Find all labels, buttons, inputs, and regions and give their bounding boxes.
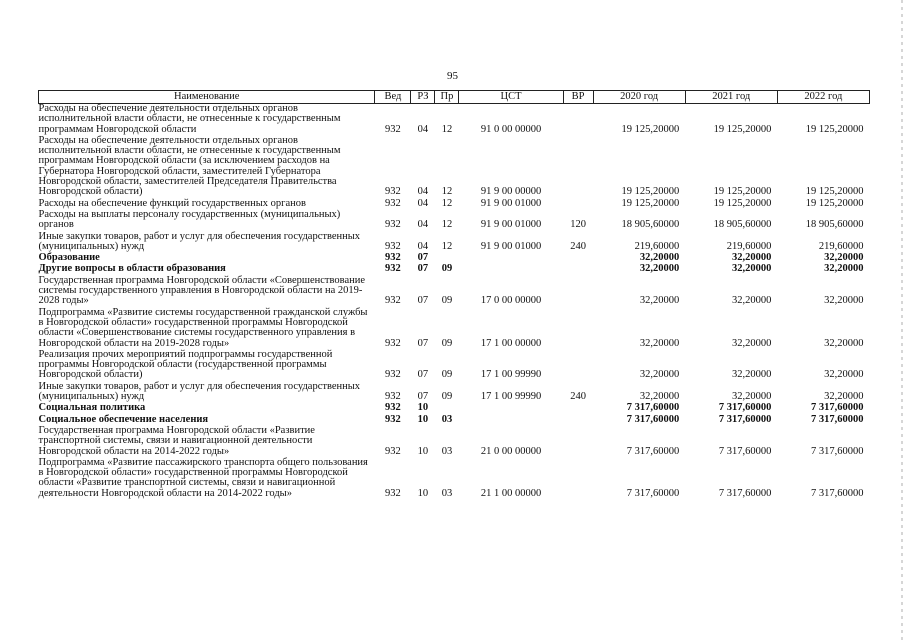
row-vr: 240 [570, 240, 586, 252]
row-ved: 932 [385, 123, 401, 135]
row-ved: 932 [385, 391, 401, 403]
row-pr [435, 403, 459, 414]
row-name: Другие вопросы в области образования [38, 263, 226, 275]
row-pr: 09 [441, 391, 453, 403]
row-2021: 7 317,60000 [718, 487, 772, 499]
row-cst: 17 1 00 99990 [480, 391, 542, 403]
row-cst: 91 9 00 00000 [480, 186, 542, 198]
row-ved: 932 [385, 197, 401, 209]
row-2020: 19 125,20000 [621, 123, 680, 135]
header-vr: ВР [563, 91, 593, 104]
row-2022: 219,60000 [818, 240, 864, 252]
row-2021: 7 317,60000 [718, 445, 772, 457]
row-cst: 17 1 00 99990 [480, 369, 542, 381]
row-rz: 04 [417, 219, 429, 231]
header-2022: 2022 год [777, 91, 869, 104]
row-rz: 07 [417, 263, 429, 275]
row-vr: 120 [570, 219, 586, 231]
row-name: Государственная программа Новгородской области «Развитие транспортной системы, связи и навигационной деятельности Новгородской области на 2014-2022 годы» [38, 424, 315, 457]
row-pr: 09 [441, 337, 453, 349]
row-pr: 12 [441, 240, 453, 252]
row-pr: 12 [441, 186, 453, 198]
header-pr: Пр [435, 91, 459, 104]
row-2020: 19 125,20000 [621, 186, 680, 198]
row-ved: 932 [385, 413, 401, 425]
row-vr [563, 276, 593, 308]
row-2020: 7 317,60000 [626, 445, 680, 457]
header-cst: ЦСТ [459, 91, 563, 104]
table-row [39, 458, 870, 500]
row-pr: 09 [441, 295, 453, 307]
table-row [39, 403, 870, 414]
table-row [39, 426, 870, 458]
row-2021: 32,20000 [731, 337, 772, 349]
row-2022: 32,20000 [824, 369, 864, 381]
row-2022: 19 125,20000 [805, 186, 864, 198]
row-2022: 7 317,60000 [811, 445, 864, 457]
row-rz: 04 [417, 186, 429, 198]
row-pr: 12 [441, 197, 453, 209]
row-2022: 32,20000 [824, 295, 864, 307]
row-2020: 19 125,20000 [621, 197, 680, 209]
row-ved: 932 [385, 295, 401, 307]
row-2021: 7 317,60000 [718, 402, 772, 414]
row-ved: 932 [385, 369, 401, 381]
row-name: Реализация прочих мероприятий подпрограммы государственной программы Новгородской области (государственной программы Новгородской области) [38, 348, 333, 381]
table-row [39, 350, 870, 382]
row-pr: 12 [441, 123, 453, 135]
row-cst: 17 1 00 00000 [480, 337, 542, 349]
row-vr [563, 426, 593, 458]
row-2022: 19 125,20000 [805, 197, 864, 209]
row-cst: 91 9 00 01000 [480, 240, 542, 252]
row-2021: 18 905,60000 [713, 219, 772, 231]
row-2020: 32,20000 [639, 263, 680, 275]
row-name: Иные закупки товаров, работ и услуг для обеспечения государственных (муниципальных) нужд [38, 380, 361, 403]
row-2020: 7 317,60000 [626, 402, 680, 414]
row-vr [563, 458, 593, 500]
row-name: Расходы на обеспечение деятельности отдельных органов исполнительной власти области, не отнесенные к государственным программам Новгородской области [38, 103, 341, 135]
row-name: Расходы на обеспечение функций государственных органов [38, 197, 306, 209]
row-name: Иные закупки товаров, работ и услуг для обеспечения государственных (муниципальных) нужд [38, 230, 361, 252]
row-ved: 932 [385, 487, 401, 499]
row-pr: 03 [441, 413, 453, 425]
row-pr: 09 [441, 263, 453, 275]
table-row [39, 276, 870, 308]
row-2021: 32,20000 [731, 295, 772, 307]
row-rz: 04 [417, 197, 429, 209]
row-vr [563, 403, 593, 414]
row-2022: 18 905,60000 [805, 219, 864, 231]
budget-table [38, 90, 870, 500]
row-pr: 03 [441, 487, 453, 499]
table-row [39, 308, 870, 350]
row-2022: 19 125,20000 [805, 123, 864, 135]
row-name: Расходы на выплаты персоналу государственных (муниципальных) органов [38, 208, 341, 231]
header-name: Наименование [39, 91, 375, 104]
row-2020: 32,20000 [639, 391, 680, 403]
row-cst [459, 253, 563, 264]
table-row [39, 136, 870, 199]
row-2020: 32,20000 [639, 337, 680, 349]
row-2022: 32,20000 [824, 252, 864, 264]
row-cst: 91 9 00 01000 [480, 197, 542, 209]
table-row [39, 210, 870, 232]
row-name: Социальная политика [38, 402, 146, 414]
row-vr [563, 415, 593, 426]
scan-edge [901, 0, 903, 640]
table-row [39, 382, 870, 404]
row-cst [459, 403, 563, 414]
row-2020: 32,20000 [639, 252, 680, 264]
row-ved: 932 [385, 337, 401, 349]
table-row [39, 232, 870, 254]
row-rz: 07 [417, 391, 429, 403]
row-cst: 91 0 00 00000 [480, 123, 542, 135]
row-2020: 7 317,60000 [626, 413, 680, 425]
row-vr [563, 253, 593, 264]
row-cst: 91 9 00 01000 [480, 219, 542, 231]
row-2022: 7 317,60000 [811, 413, 864, 425]
row-2022: 32,20000 [824, 391, 864, 403]
row-vr [563, 199, 593, 210]
row-rz: 10 [417, 445, 429, 457]
row-2021: 32,20000 [731, 391, 772, 403]
page-number: 95 [447, 70, 458, 82]
row-rz: 04 [417, 123, 429, 135]
row-2021: 19 125,20000 [713, 186, 772, 198]
row-name: Образование [38, 252, 100, 264]
row-vr [563, 308, 593, 350]
table-row [39, 104, 870, 136]
row-name: Государственная программа Новгородской области «Совершенствование системы государственного управления в Новгородской области на 2019-2028 годы» [38, 274, 366, 307]
row-rz: 07 [417, 337, 429, 349]
row-name: Социальное обеспечение населения [38, 413, 209, 425]
row-ved: 932 [385, 445, 401, 457]
row-2021: 19 125,20000 [713, 197, 772, 209]
row-2022: 32,20000 [824, 337, 864, 349]
row-rz: 04 [417, 240, 429, 252]
row-ved: 932 [385, 263, 401, 275]
row-vr [563, 104, 593, 136]
row-rz: 07 [417, 295, 429, 307]
row-ved: 932 [385, 402, 401, 414]
row-2021: 32,20000 [731, 263, 772, 275]
row-2022: 7 317,60000 [811, 402, 864, 414]
row-vr [563, 350, 593, 382]
row-name: Подпрограмма «Развитие пассажирского транспорта общего пользования в Новгородской области» государственной программы Новгородской области «Развитие транспортной системы, связи и навигационной деятельности Новгородской области на 2014-2022 годы» [38, 456, 368, 499]
row-vr [563, 136, 593, 199]
header-rz: РЗ [411, 91, 435, 104]
row-cst: 21 0 00 00000 [480, 445, 542, 457]
row-2022: 32,20000 [824, 263, 864, 275]
row-cst: 21 1 00 00000 [480, 487, 542, 499]
row-2020: 219,60000 [634, 240, 680, 252]
row-2020: 32,20000 [639, 369, 680, 381]
row-2022: 7 317,60000 [811, 487, 864, 499]
row-cst [459, 415, 563, 426]
row-vr [563, 264, 593, 275]
row-2020: 18 905,60000 [621, 219, 680, 231]
row-name: Расходы на обеспечение деятельности отдельных органов исполнительной власти области, не отнесенные к государственным программам Новгородской области (за исключением расходов на Губернатора Новгородской области, заместителей Губернатора Новгородской области, заместителей Председателя Правительства Новгородской области) [38, 134, 341, 198]
row-2021: 32,20000 [731, 369, 772, 381]
row-rz: 07 [417, 369, 429, 381]
row-pr: 03 [441, 445, 453, 457]
row-name: Подпрограмма «Развитие системы государственной гражданской службы в Новгородской области» государственной программы Новгородской области «Совершенствование системы государственного управления в Новгородской области на 2019-2028 годы» [38, 306, 368, 349]
row-pr: 12 [441, 219, 453, 231]
row-2021: 219,60000 [726, 240, 772, 252]
row-vr: 240 [570, 391, 586, 403]
row-2020: 32,20000 [639, 295, 680, 307]
row-cst [459, 264, 563, 275]
row-cst: 17 0 00 00000 [480, 295, 542, 307]
header-ved: Вед [375, 91, 411, 104]
row-2021: 7 317,60000 [718, 413, 772, 425]
row-rz: 10 [417, 413, 429, 425]
row-ved: 932 [385, 186, 401, 198]
row-2020: 7 317,60000 [626, 487, 680, 499]
row-ved: 932 [385, 219, 401, 231]
row-ved: 932 [385, 252, 401, 264]
row-rz: 07 [417, 252, 429, 264]
table-header-row [39, 91, 870, 104]
header-2020: 2020 год [593, 91, 685, 104]
row-pr: 09 [441, 369, 453, 381]
row-rz: 10 [417, 487, 429, 499]
row-ved: 932 [385, 240, 401, 252]
row-2021: 19 125,20000 [713, 123, 772, 135]
header-2021: 2021 год [685, 91, 777, 104]
row-2021: 32,20000 [731, 252, 772, 264]
row-rz: 10 [417, 402, 429, 414]
